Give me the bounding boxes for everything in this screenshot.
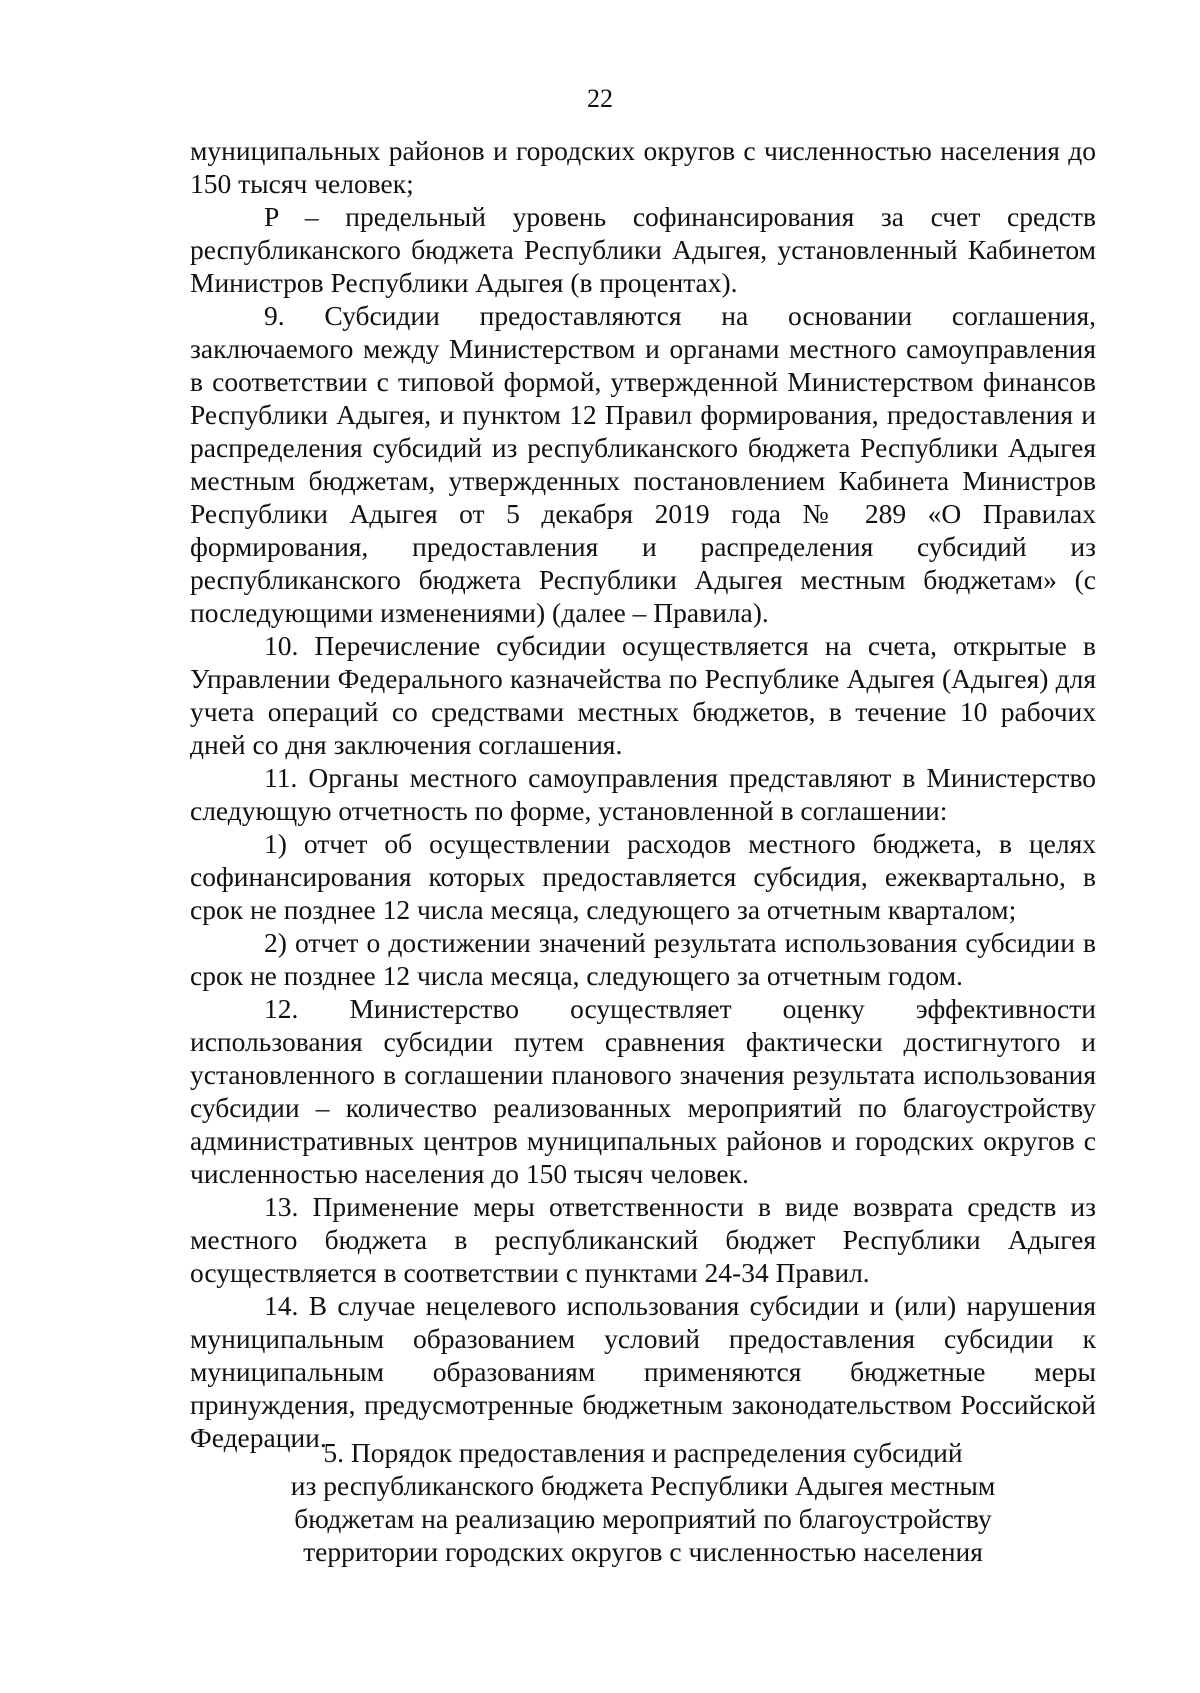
- paragraph-subitem-2: 2) отчет о достижении значений результата использования субсидии в срок не позднее 12 числа месяца, следующего за отчетным годом.: [190, 927, 1096, 991]
- paragraph-item-9: 9. Субсидии предоставляются на основании соглашения, заключаемого между Министерством и органами местного самоуправления в соответствии с типовой формой, утвержденной Министерством финансов Республики Адыгея, и пунктом 12 Правил формирования, предоставления и распределения субсидий из республиканского бюджета Республики Адыгея местным бюджетам, утвержденных постановлением Кабинета Министров Республики Адыгея от 5 декабря 2019 года № 289 «О Правилах формирования, предоставления и распределения субсидий из республиканского бюджета Республики Адыгея местным бюджетам» (с последующими изменениями) (далее – Правила).: [190, 300, 1096, 628]
- page-number: 22: [587, 84, 613, 113]
- section-heading: [190, 1436, 1096, 1568]
- paragraph-item-12: 12. Министерство осуществляет оценку эффективности использования субсидии путем сравнения фактически достигнутого и установленного в соглашении планового значения результата использования субсидии – количество реализованных мероприятий по благоустройству административных центров муниципальных районов и городских округов с численностью населения до 150 тысяч человек.: [190, 993, 1096, 1189]
- document-body: [190, 134, 1096, 1454]
- section-heading-line: бюджетам на реализацию мероприятий по благоустройству: [294, 1503, 992, 1534]
- paragraph-subitem-1: 1) отчет об осуществлении расходов местного бюджета, в целях софинансирования которых предоставляется субсидия, ежеквартально, в срок не позднее 12 числа месяца, следующего за отчетным кварталом;: [190, 828, 1096, 925]
- paragraph-item-10: 10. Перечисление субсидии осуществляется на счета, открытые в Управлении Федерального казначейства по Республике Адыгея (Адыгея) для учета операций со средствами местных бюджетов, в течение 10 рабочих дней со дня заключения соглашения.: [190, 630, 1096, 760]
- paragraph-item-13: 13. Применение меры ответственности в виде возврата средств из местного бюджета в республиканский бюджет Республики Адыгея осуществляется в соответствии с пунктами 24-34 Правил.: [190, 1191, 1096, 1288]
- section-heading-line: из республиканского бюджета Республики Адыгея местным: [290, 1470, 996, 1501]
- paragraph: P – предельный уровень софинансирования за счет средств республиканского бюджета Республики Адыгея, установленный Кабинетом Министров Республики Адыгея (в процентах).: [190, 201, 1096, 298]
- section-heading-line: 5. Порядок предоставления и распределения субсидий: [323, 1437, 963, 1468]
- paragraph-item-11: 11. Органы местного самоуправления представляют в Министерство следующую отчетность по форме, установленной в соглашении:: [190, 762, 1096, 826]
- paragraph: муниципальных районов и городских округов с численностью населения до 150 тысяч человек;: [190, 135, 1096, 199]
- paragraph-item-14: 14. В случае нецелевого использования субсидии и (или) нарушения муниципальным образованием условий предоставления субсидии к муниципальным образованиям применяются бюджетные меры принуждения, предусмотренные бюджетным законодательством Российской Федерации.: [190, 1290, 1096, 1453]
- section-heading-line: территории городских округов с численностью населения: [303, 1536, 983, 1567]
